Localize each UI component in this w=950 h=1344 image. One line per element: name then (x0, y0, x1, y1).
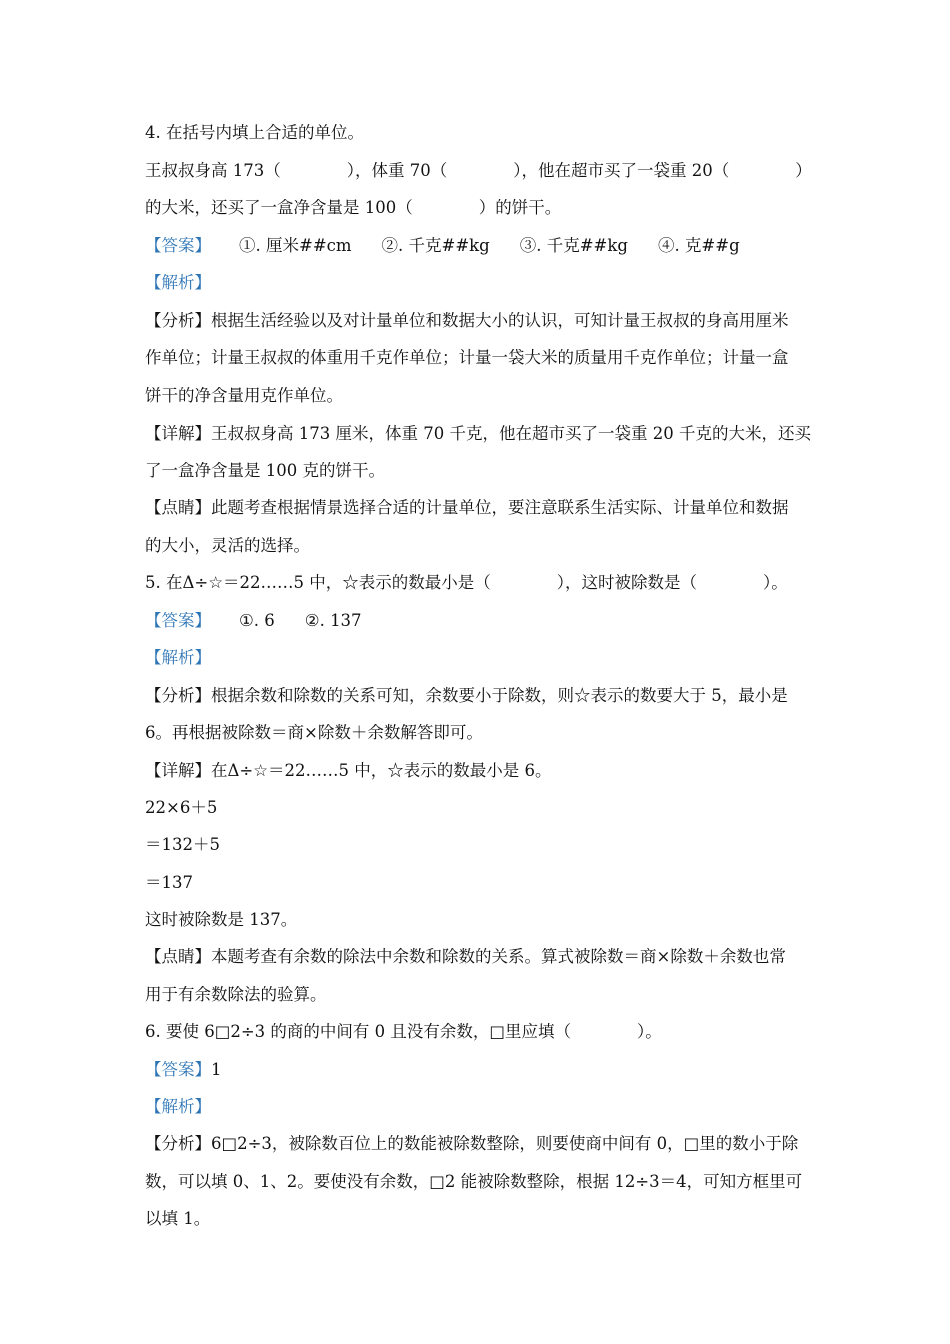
comment-line: 的大小，灵活的选择。 (145, 536, 310, 555)
answer-tag: 【答案】 (145, 611, 211, 630)
q4-answer (145, 235, 820, 257)
analysis-line: 【分析】根据余数和除数的关系可知，余数要小于除数，则☆表示的数要大于 5，最小是 (145, 686, 788, 705)
analysis-line: 【分析】根据生活经验以及对计量单位和数据大小的认识，可知计量王叔叔的身高用厘米 (145, 311, 789, 330)
jiexi-tag: 【解析】 (145, 273, 211, 292)
jiexi-tag: 【解析】 (145, 1097, 211, 1116)
answer-item: ④. 克##g (657, 236, 740, 255)
comment-line: 【点睛】此题考查根据情景选择合适的计量单位，要注意联系生活实际、计量单位和数据 (145, 498, 789, 517)
calc-line: 22×6＋5 (145, 798, 218, 817)
detail-line: 了一盒净含量是 100 克的饼干。 (145, 461, 385, 480)
analysis-line: 【分析】6□2÷3，被除数百位上的数能被除数整除，则要使商中间有 0，□里的数小于除 (145, 1134, 799, 1153)
analysis-line: 饼干的净含量用克作单位。 (145, 386, 343, 405)
q6-title: 6. 要使 6□2÷3 的商的中间有 0 且没有余数，□里应填（ ）。 (145, 1022, 662, 1041)
answer-item: 1 (211, 1060, 222, 1079)
jiexi-tag: 【解析】 (145, 648, 211, 667)
comment-line: 用于有余数除法的验算。 (145, 985, 327, 1004)
analysis-line: 数，可以填 0、1、2。要使没有余数，□2 能被除数整除，根据 12÷3＝4，可知方框里可 (145, 1172, 803, 1191)
q5-answer (145, 610, 820, 632)
answer-item: ①. 厘米##cm (239, 236, 352, 255)
answer-item: ②. 137 (304, 611, 362, 630)
answer-item: ②. 千克##kg (381, 236, 490, 255)
calc-line: 这时被除数是 137。 (145, 910, 298, 929)
calc-line: ＝137 (145, 873, 193, 892)
answer-item: ③. 千克##kg (519, 236, 628, 255)
answer-tag: 【答案】 (145, 236, 211, 255)
analysis-line: 6。再根据被除数＝商×除数＋余数解答即可。 (145, 723, 483, 742)
analysis-line: 以填 1。 (145, 1209, 211, 1228)
comment-line: 【点睛】本题考查有余数的除法中余数和除数的关系。算式被除数＝商×除数＋余数也常 (145, 947, 786, 966)
q4-line: 的大米，还买了一盒净含量是 100（ ）的饼干。 (145, 198, 562, 217)
answer-tag: 【答案】 (145, 1060, 211, 1079)
analysis-line: 作单位；计量王叔叔的体重用千克作单位；计量一袋大米的质量用千克作单位；计量一盒 (145, 348, 789, 367)
q4-line: 王叔叔身高 173（ ），体重 70（ ），他在超市买了一袋重 20（ ） (145, 161, 812, 180)
calc-line: ＝132＋5 (145, 835, 220, 854)
answer-item: ①. 6 (239, 611, 275, 630)
detail-line: 【详解】在Δ÷☆＝22……5 中，☆表示的数最小是 6。 (145, 761, 552, 780)
q5-title: 5. 在Δ÷☆＝22……5 中，☆表示的数最小是（ ），这时被除数是（ ）。 (145, 573, 788, 592)
q4-title: 4. 在括号内填上合适的单位。 (145, 123, 364, 142)
detail-line: 【详解】王叔叔身高 173 厘米，体重 70 千克，他在超市买了一袋重 20 千克的大米，还买 (145, 424, 811, 443)
q6-answer (145, 1059, 820, 1081)
